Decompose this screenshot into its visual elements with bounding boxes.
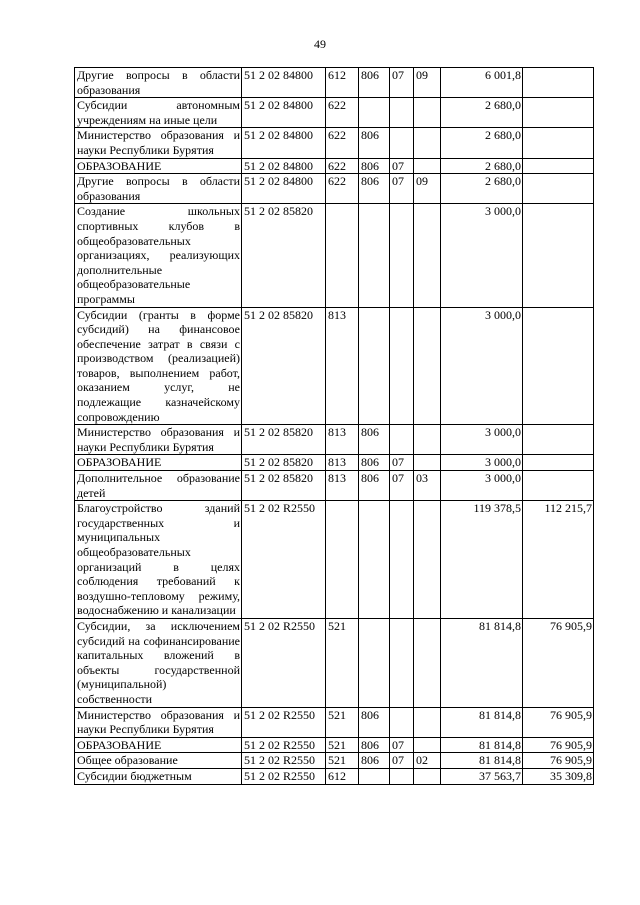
amount-year2-cell xyxy=(523,174,594,204)
section-code-cell: 07 xyxy=(390,471,414,501)
amount-year2-cell: 76 905,9 xyxy=(523,618,594,707)
section-code-cell: 07 xyxy=(390,737,414,753)
ministry-code-cell: 806 xyxy=(359,128,390,158)
section-code-cell xyxy=(390,204,414,307)
subsection-code-cell xyxy=(414,128,441,158)
ministry-code-cell xyxy=(359,618,390,707)
table-row xyxy=(75,204,594,307)
amount-year2-cell: 76 905,9 xyxy=(523,753,594,769)
amount-year1-cell: 37 563,7 xyxy=(441,768,523,784)
target-article-cell: 51 2 02 85820 xyxy=(242,204,326,307)
table-row xyxy=(75,501,594,619)
target-article-cell: 51 2 02 85820 xyxy=(242,425,326,455)
expense-type-cell: 612 xyxy=(326,768,359,784)
row-name-cell: Другие вопросы в области образования xyxy=(75,68,242,98)
amount-year2-cell: 35 309,8 xyxy=(523,768,594,784)
amount-year1-cell: 2 680,0 xyxy=(441,128,523,158)
target-article-cell: 51 2 02 R2550 xyxy=(242,618,326,707)
table-row xyxy=(75,174,594,204)
row-name-cell: Субсидии автономным учреждениям на иные цели xyxy=(75,98,242,128)
row-name-cell: Министерство образования и науки Республики Бурятия xyxy=(75,707,242,737)
target-article-cell: 51 2 02 84800 xyxy=(242,174,326,204)
expense-type-cell: 813 xyxy=(326,471,359,501)
amount-year2-cell: 112 215,7 xyxy=(523,501,594,619)
ministry-code-cell: 806 xyxy=(359,174,390,204)
expense-type-cell: 813 xyxy=(326,425,359,455)
target-article-cell: 51 2 02 R2550 xyxy=(242,768,326,784)
target-article-cell: 51 2 02 84800 xyxy=(242,158,326,174)
subsection-code-cell xyxy=(414,158,441,174)
row-name-cell: Другие вопросы в области образования xyxy=(75,174,242,204)
row-name-cell: Министерство образования и науки Республики Бурятия xyxy=(75,425,242,455)
expense-type-cell: 521 xyxy=(326,707,359,737)
amount-year1-cell: 2 680,0 xyxy=(441,174,523,204)
target-article-cell: 51 2 02 85820 xyxy=(242,455,326,471)
section-code-cell: 07 xyxy=(390,68,414,98)
row-name-cell: Министерство образования и науки Республики Бурятия xyxy=(75,128,242,158)
row-name-cell: Благоустройство зданий государственных и муниципальных общеобразовательных организаций в целях соблюдения требований к воздушно-тепловому режиму, водоснабжению и канализации xyxy=(75,501,242,619)
target-article-cell: 51 2 02 85820 xyxy=(242,307,326,425)
subsection-code-cell xyxy=(414,501,441,619)
ministry-code-cell: 806 xyxy=(359,471,390,501)
expense-type-cell: 521 xyxy=(326,753,359,769)
ministry-code-cell: 806 xyxy=(359,158,390,174)
amount-year1-cell: 3 000,0 xyxy=(441,425,523,455)
amount-year2-cell xyxy=(523,425,594,455)
expense-type-cell xyxy=(326,204,359,307)
amount-year1-cell: 3 000,0 xyxy=(441,204,523,307)
amount-year2-cell: 76 905,9 xyxy=(523,737,594,753)
subsection-code-cell xyxy=(414,737,441,753)
amount-year1-cell: 81 814,8 xyxy=(441,753,523,769)
target-article-cell: 51 2 02 R2550 xyxy=(242,753,326,769)
subsection-code-cell: 09 xyxy=(414,174,441,204)
section-code-cell: 07 xyxy=(390,455,414,471)
ministry-code-cell: 806 xyxy=(359,753,390,769)
amount-year2-cell xyxy=(523,158,594,174)
budget-table-body xyxy=(75,68,594,785)
amount-year2-cell xyxy=(523,307,594,425)
section-code-cell: 07 xyxy=(390,158,414,174)
expense-type-cell: 813 xyxy=(326,307,359,425)
subsection-code-cell xyxy=(414,707,441,737)
expense-type-cell: 612 xyxy=(326,68,359,98)
amount-year1-cell: 81 814,8 xyxy=(441,737,523,753)
row-name-cell: Общее образование xyxy=(75,753,242,769)
table-row xyxy=(75,425,594,455)
table-row xyxy=(75,307,594,425)
row-name-cell: ОБРАЗОВАНИЕ xyxy=(75,737,242,753)
ministry-code-cell xyxy=(359,501,390,619)
subsection-code-cell xyxy=(414,455,441,471)
ministry-code-cell: 806 xyxy=(359,737,390,753)
amount-year1-cell: 119 378,5 xyxy=(441,501,523,619)
expense-type-cell: 622 xyxy=(326,128,359,158)
section-code-cell xyxy=(390,128,414,158)
expense-type-cell: 622 xyxy=(326,174,359,204)
amount-year1-cell: 3 000,0 xyxy=(441,471,523,501)
target-article-cell: 51 2 02 84800 xyxy=(242,68,326,98)
expense-type-cell: 813 xyxy=(326,455,359,471)
ministry-code-cell: 806 xyxy=(359,425,390,455)
table-row xyxy=(75,68,594,98)
amount-year1-cell: 81 814,8 xyxy=(441,707,523,737)
expense-type-cell: 622 xyxy=(326,98,359,128)
amount-year2-cell xyxy=(523,471,594,501)
amount-year1-cell: 2 680,0 xyxy=(441,98,523,128)
ministry-code-cell xyxy=(359,307,390,425)
amount-year2-cell: 76 905,9 xyxy=(523,707,594,737)
subsection-code-cell xyxy=(414,768,441,784)
amount-year2-cell xyxy=(523,128,594,158)
row-name-cell: ОБРАЗОВАНИЕ xyxy=(75,455,242,471)
ministry-code-cell xyxy=(359,768,390,784)
page-number: 49 xyxy=(314,37,326,51)
amount-year2-cell xyxy=(523,204,594,307)
table-row xyxy=(75,618,594,707)
target-article-cell: 51 2 02 84800 xyxy=(242,98,326,128)
expense-type-cell: 521 xyxy=(326,737,359,753)
amount-year2-cell xyxy=(523,68,594,98)
table-row xyxy=(75,471,594,501)
section-code-cell: 07 xyxy=(390,753,414,769)
table-row xyxy=(75,737,594,753)
row-name-cell: ОБРАЗОВАНИЕ xyxy=(75,158,242,174)
table-row xyxy=(75,128,594,158)
section-code-cell: 07 xyxy=(390,174,414,204)
subsection-code-cell: 03 xyxy=(414,471,441,501)
section-code-cell xyxy=(390,425,414,455)
subsection-code-cell xyxy=(414,425,441,455)
expense-type-cell xyxy=(326,501,359,619)
row-name-cell: Дополнительное образование детей xyxy=(75,471,242,501)
amount-year1-cell: 3 000,0 xyxy=(441,307,523,425)
table-row xyxy=(75,768,594,784)
expense-type-cell: 622 xyxy=(326,158,359,174)
ministry-code-cell: 806 xyxy=(359,707,390,737)
amount-year1-cell: 2 680,0 xyxy=(441,158,523,174)
ministry-code-cell: 806 xyxy=(359,68,390,98)
section-code-cell xyxy=(390,307,414,425)
section-code-cell xyxy=(390,501,414,619)
row-name-cell: Субсидии бюджетным xyxy=(75,768,242,784)
amount-year2-cell xyxy=(523,455,594,471)
subsection-code-cell xyxy=(414,618,441,707)
row-name-cell: Субсидии (гранты в форме субсидий) на финансовое обеспечение затрат в связи с производством (реализацией) товаров, выполнением работ, оказанием услуг, не подлежащие казначейскому сопровождению xyxy=(75,307,242,425)
table-row xyxy=(75,158,594,174)
amount-year1-cell: 81 814,8 xyxy=(441,618,523,707)
subsection-code-cell: 02 xyxy=(414,753,441,769)
row-name-cell: Создание школьных спортивных клубов в общеобразовательных организациях, реализующих дополнительные общеобразовательные программы xyxy=(75,204,242,307)
subsection-code-cell xyxy=(414,307,441,425)
table-row xyxy=(75,98,594,128)
target-article-cell: 51 2 02 R2550 xyxy=(242,501,326,619)
target-article-cell: 51 2 02 R2550 xyxy=(242,737,326,753)
ministry-code-cell xyxy=(359,98,390,128)
row-name-cell: Субсидии, за исключением субсидий на софинансирование капитальных вложений в объекты государственной (муниципальной) собственности xyxy=(75,618,242,707)
ministry-code-cell: 806 xyxy=(359,455,390,471)
subsection-code-cell xyxy=(414,98,441,128)
budget-table xyxy=(74,67,594,785)
target-article-cell: 51 2 02 R2550 xyxy=(242,707,326,737)
subsection-code-cell xyxy=(414,204,441,307)
amount-year1-cell: 3 000,0 xyxy=(441,455,523,471)
section-code-cell xyxy=(390,707,414,737)
section-code-cell xyxy=(390,98,414,128)
section-code-cell xyxy=(390,768,414,784)
target-article-cell: 51 2 02 85820 xyxy=(242,471,326,501)
amount-year2-cell xyxy=(523,98,594,128)
table-row xyxy=(75,455,594,471)
amount-year1-cell: 6 001,8 xyxy=(441,68,523,98)
table-row xyxy=(75,707,594,737)
target-article-cell: 51 2 02 84800 xyxy=(242,128,326,158)
section-code-cell xyxy=(390,618,414,707)
table-row xyxy=(75,753,594,769)
subsection-code-cell: 09 xyxy=(414,68,441,98)
ministry-code-cell xyxy=(359,204,390,307)
expense-type-cell: 521 xyxy=(326,618,359,707)
